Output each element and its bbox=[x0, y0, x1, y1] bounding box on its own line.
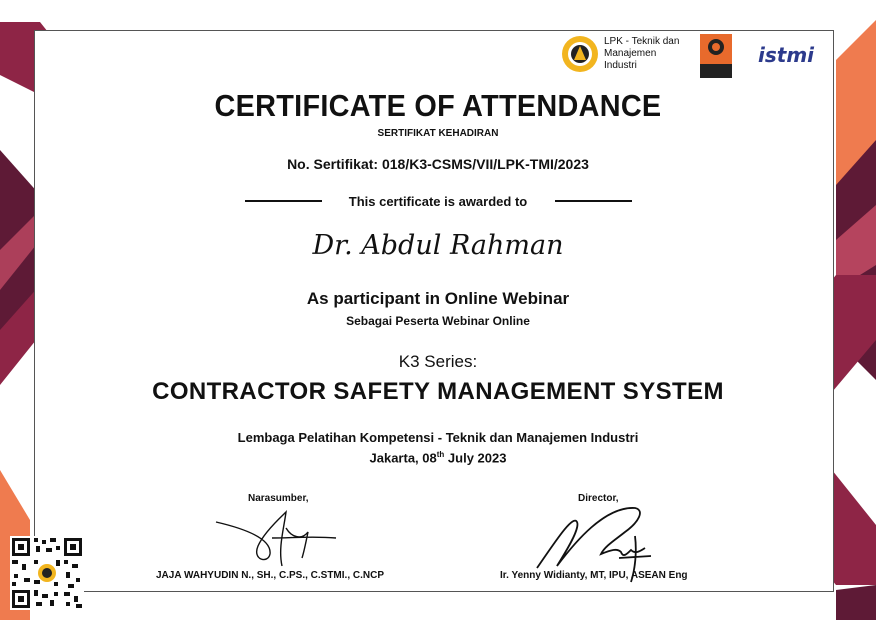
svg-text:istmi: istmi bbox=[758, 43, 815, 67]
istmi-logo bbox=[756, 42, 816, 68]
teknik-industri-logo bbox=[700, 34, 732, 78]
date-ordinal: th bbox=[436, 450, 445, 459]
recipient-name: Dr. Abdul Rahman bbox=[312, 230, 564, 261]
qr-code bbox=[10, 536, 84, 610]
certificate-number: No. Sertifikat: 018/K3-CSMS/VII/LPK-TMI/2023 bbox=[287, 156, 589, 172]
institute-name: Lembaga Pelatihan Kompetensi - Teknik dan Manajemen Industri bbox=[237, 430, 639, 445]
awarded-to-text: This certificate is awarded to bbox=[348, 194, 528, 209]
right-lower-dark bbox=[836, 585, 876, 620]
certificate-subtitle: SERTIFIKAT KEHADIRAN bbox=[377, 128, 499, 139]
lpk-logo bbox=[560, 34, 679, 74]
lpk-logo-line-1: LPK - Teknik dan bbox=[604, 36, 680, 47]
date-prefix: Jakarta, 08 bbox=[369, 450, 437, 466]
participation-subtext: Sebagai Peserta Webinar Online bbox=[346, 314, 530, 328]
speaker-signature bbox=[212, 508, 342, 570]
lpk-logo-line-3: Industri bbox=[604, 60, 637, 71]
date-line bbox=[0, 450, 876, 465]
lpk-logo-line-2: Manajemen bbox=[604, 48, 657, 59]
speaker-role: Narasumber, bbox=[248, 493, 309, 504]
speaker-name: JAJA WAHYUDIN N., SH., C.PS., C.STMI., C.NCP bbox=[156, 570, 384, 581]
director-name: Ir. Yenny Widianty, MT, IPU, ASEAN Eng bbox=[500, 570, 688, 581]
participation-text: As participant in Online Webinar bbox=[306, 289, 570, 308]
director-role: Director, bbox=[578, 493, 619, 504]
lpk-gear-icon bbox=[560, 34, 600, 74]
certificate-title: CERTIFICATE OF ATTENDANCE bbox=[214, 88, 662, 123]
right-divider bbox=[555, 200, 632, 202]
series-label: K3 Series: bbox=[398, 352, 478, 371]
course-title: CONTRACTOR SAFETY MANAGEMENT SYSTEM bbox=[152, 378, 724, 405]
date-suffix: July 2023 bbox=[444, 450, 507, 466]
